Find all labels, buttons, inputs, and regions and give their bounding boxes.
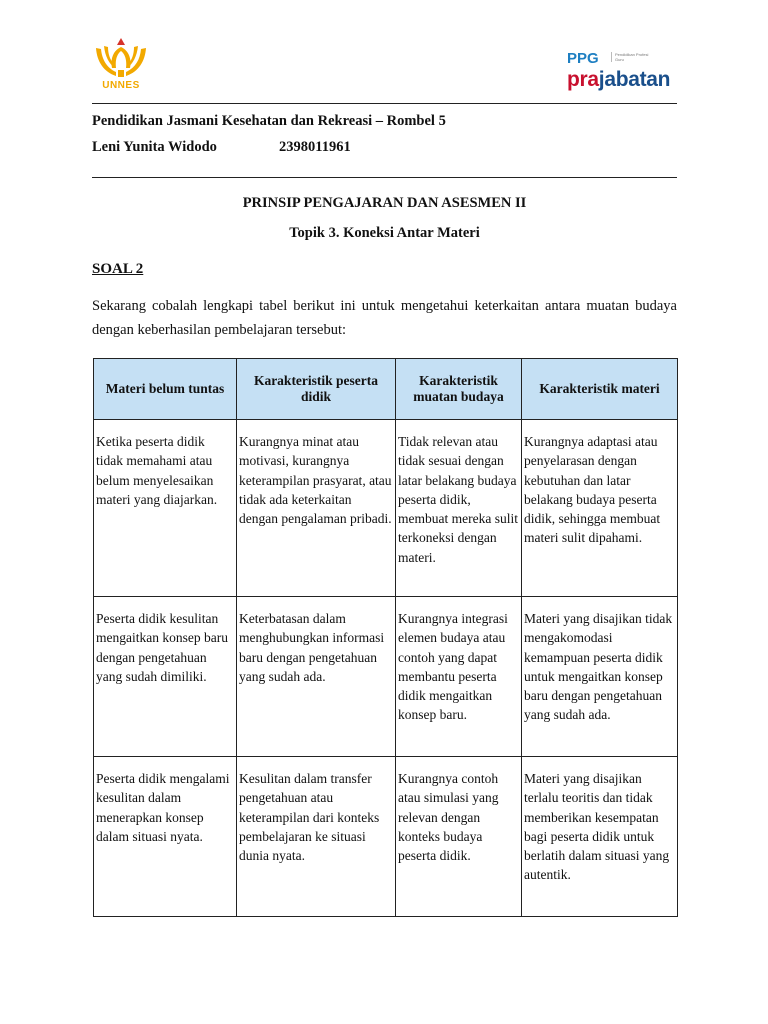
document-title: PRINSIP PENGAJARAN DAN ASESMEN II bbox=[242, 195, 527, 211]
document-subtitle: Topik 3. Koneksi Antar Materi bbox=[289, 225, 480, 241]
prajabatan-logo-word bbox=[567, 68, 670, 92]
meta-divider bbox=[92, 177, 677, 178]
unnes-logo-text: UNNES bbox=[102, 80, 140, 91]
table-cell: Kurangnya contoh atau simulasi yang relevan dengan konteks budaya peserta didik. bbox=[396, 757, 522, 917]
unnes-emblem-icon bbox=[92, 36, 150, 80]
prajabatan-logo-part-a: pra bbox=[567, 68, 599, 91]
table-header-cell: Karakteristik muatan budaya bbox=[396, 359, 522, 420]
table-cell: Tidak relevan atau tidak sesuai dengan latar belakang budaya peserta didik, membuat mereka sulit terkoneksi dengan materi. bbox=[396, 420, 522, 597]
unnes-logo bbox=[92, 36, 158, 102]
table-row bbox=[94, 597, 678, 757]
table-cell: Ketika peserta didik tidak memahami atau belum menyelesaikan materi yang diajarkan. bbox=[94, 420, 237, 597]
ppg-prajabatan-logo bbox=[562, 50, 682, 98]
table-cell: Kurangnya integrasi elemen budaya atau contoh yang dapat membantu peserta didik mengaitkan konsep baru. bbox=[396, 597, 522, 757]
table-cell: Materi yang disajikan tidak mengakomodasi kemampuan peserta didik untuk mengaitkan konsep baru dengan pengetahuan yang sudah ada. bbox=[522, 597, 678, 757]
ppg-logo-word: PPG bbox=[567, 50, 599, 67]
prajabatan-logo-part-b: jabatan bbox=[598, 68, 671, 91]
intro-paragraph: Sekarang cobalah lengkapi tabel berikut ini untuk mengetahui keterkaitan antara muatan budaya dengan keberhasilan pembelajaran tersebut: bbox=[92, 298, 677, 338]
section-heading: SOAL 2 bbox=[92, 261, 144, 277]
analysis-table bbox=[93, 358, 678, 917]
course-line: Pendidikan Jasmani Kesehatan dan Rekreasi – Rombel 5 bbox=[92, 113, 446, 129]
table-row bbox=[94, 757, 678, 917]
table-header-cell: Karakteristik materi bbox=[522, 359, 678, 420]
table-cell: Kurangnya adaptasi atau penyelarasan dengan kebutuhan dan latar belakang budaya peserta didik, sehingga membuat materi sulit dipahami. bbox=[522, 420, 678, 597]
student-name: Leni Yunita Widodo bbox=[92, 139, 217, 155]
table-cell: Materi yang disajikan terlalu teoritis dan tidak memberikan kesempatan bagi peserta didik untuk berlatih dalam situasi yang autentik. bbox=[522, 757, 678, 917]
table-cell: Kurangnya minat atau motivasi, kurangnya keterampilan prasyarat, atau tidak ada keterkaitan dengan pengalaman pribadi. bbox=[237, 420, 396, 597]
table-row bbox=[94, 420, 678, 597]
table-header-row bbox=[94, 359, 678, 420]
table-cell: Keterbatasan dalam menghubungkan informasi baru dengan pengetahuan yang sudah ada. bbox=[237, 597, 396, 757]
table-header-cell: Karakteristik peserta didik bbox=[237, 359, 396, 420]
table-cell: Kesulitan dalam transfer pengetahuan atau keterampilan dari konteks pembelajaran ke situasi dunia nyata. bbox=[237, 757, 396, 917]
table-header-cell: Materi belum tuntas bbox=[94, 359, 237, 420]
table-cell: Peserta didik kesulitan mengaitkan konsep baru dengan pengetahuan yang sudah dimiliki. bbox=[94, 597, 237, 757]
student-id: 2398011961 bbox=[279, 139, 351, 155]
header-divider bbox=[92, 103, 677, 104]
ppg-logo-tagline: Pendidikan Profesi Guru bbox=[611, 52, 657, 62]
table-cell: Peserta didik mengalami kesulitan dalam menerapkan konsep dalam situasi nyata. bbox=[94, 757, 237, 917]
